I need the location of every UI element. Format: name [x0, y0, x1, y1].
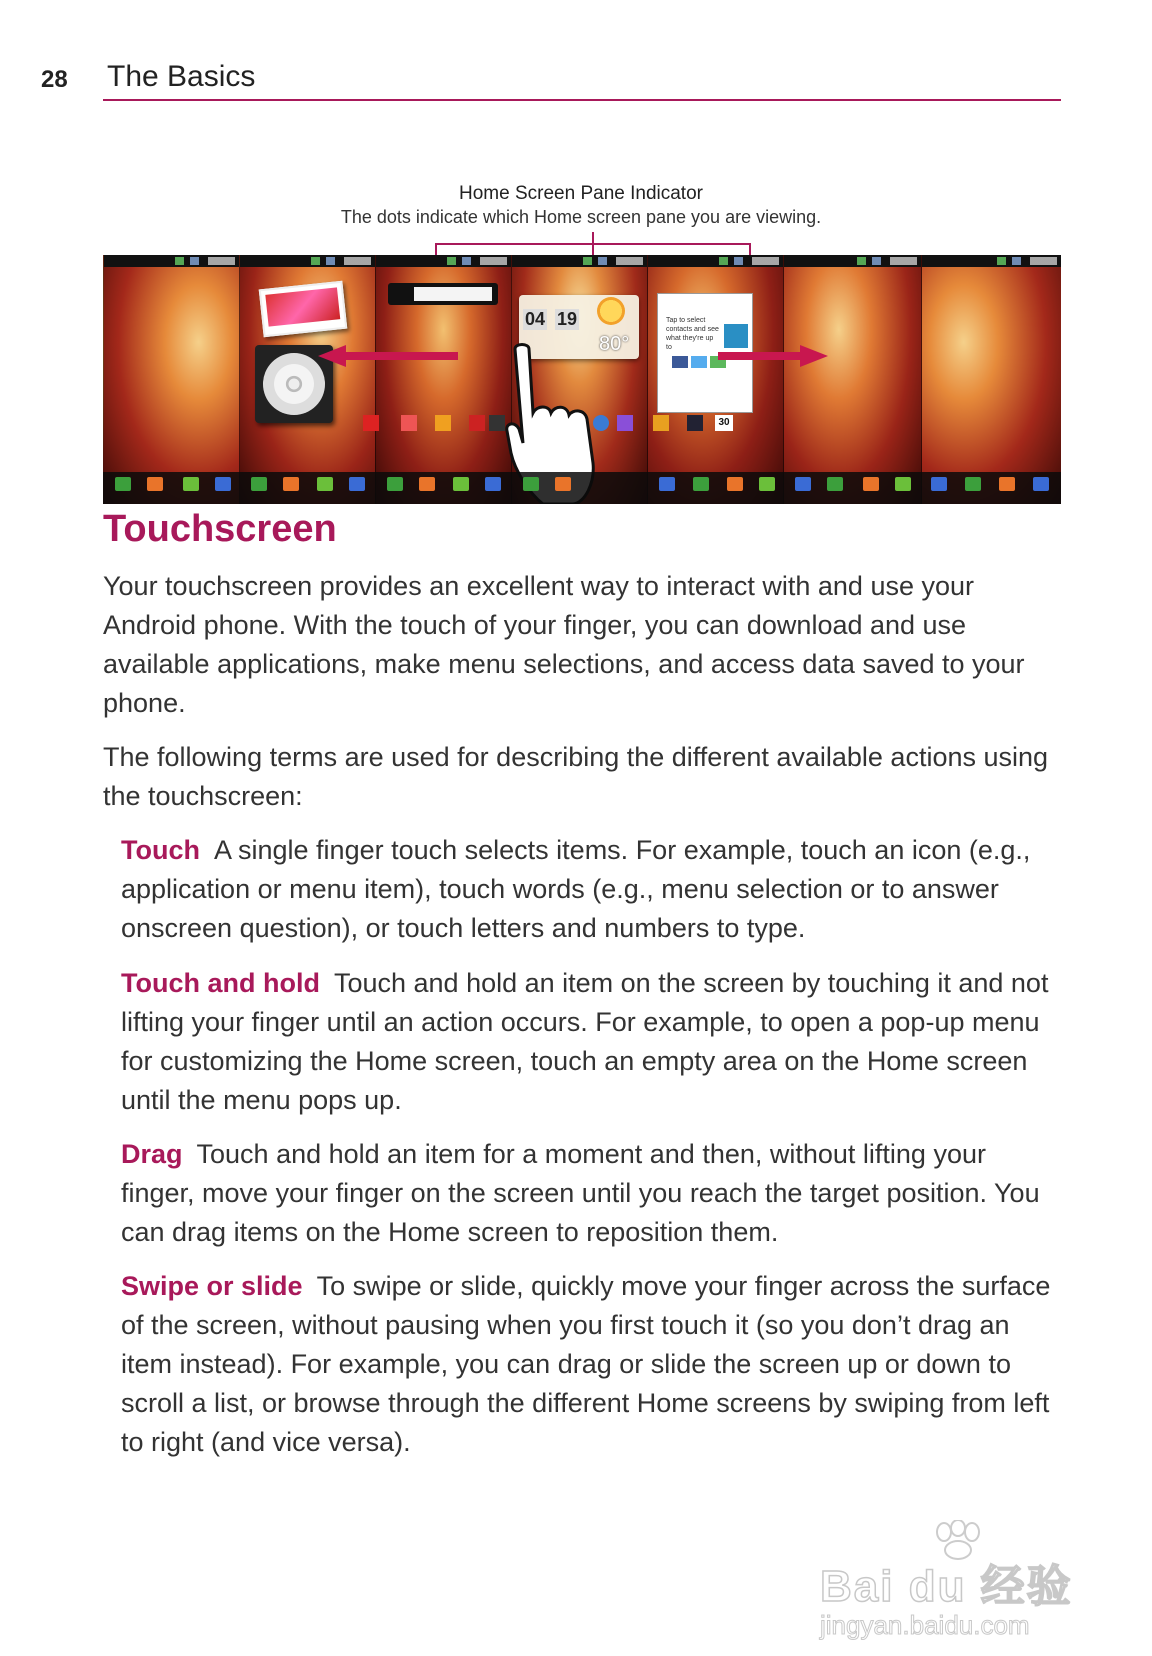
term-drag — [121, 1135, 1061, 1252]
term-description: Touch and hold an item on the screen by touching it and not lifting your finger until an action occurs. For example, to open a pop-up menu for customizing the Home screen, touch an empty area on the Home screen until the menu pops up. — [121, 968, 1049, 1115]
home-pane-7 — [921, 255, 1061, 504]
intro-paragraph-1: Your touchscreen provides an excellent way to interact with and use your Android phone. With the touch of your finger, you can download and use available applications, make menu selections, and access data saved to your phone. — [103, 571, 1025, 718]
contacts-widget-text: Tap to select contacts and see what they're up to — [666, 317, 719, 351]
touchscreen-heading: Touchscreen — [103, 508, 337, 550]
clock-hour: 04 — [525, 309, 546, 329]
photo-widget — [259, 281, 348, 338]
section-title: The Basics — [107, 60, 256, 93]
home-pane-1 — [103, 255, 239, 504]
clock-minute: 19 — [557, 309, 578, 329]
term-name: Drag — [121, 1139, 183, 1169]
header-rule — [103, 99, 1061, 101]
watermark-brand: Bai du 经验 — [820, 1562, 1073, 1611]
term-name: Touch — [121, 835, 200, 865]
home-screen-panes-figure — [103, 255, 1061, 504]
app-icons-row — [363, 415, 743, 439]
callout-title: Home Screen Pane Indicator — [459, 183, 703, 204]
home-pane-6 — [783, 255, 921, 504]
term-description: Touch and hold an item for a moment and then, without lifting your finger, move your finger on the screen until you reach the target position. You can drag items on the Home screen to reposition them. — [121, 1139, 1040, 1247]
term-name: Touch and hold — [121, 968, 320, 998]
baidu-watermark — [820, 1520, 1100, 1640]
swipe-left-arrow-icon — [318, 343, 458, 369]
term-name: Swipe or slide — [121, 1271, 303, 1301]
term-swipe-or-slide — [121, 1267, 1061, 1462]
term-description: A single finger touch selects items. For example, touch an icon (e.g., application or menu item), touch words (e.g., menu selection or to answer onscreen question), or touch letters and numbers to type. — [121, 835, 1031, 943]
term-description: To swipe or slide, quickly move your finger across the surface of the screen, without pausing when you first touch it (so you don’t drag an item instead). For example, you can drag or slide the screen up or down to scroll a list, or browse through the different Home screens by swiping from left to right (and vice versa). — [121, 1271, 1051, 1457]
calendar-icon: 30 — [715, 415, 733, 431]
search-widget — [388, 283, 498, 305]
app-dock — [103, 472, 1061, 504]
page-number: 28 — [41, 66, 68, 93]
watermark-url: jingyan.baidu.com — [820, 1610, 1030, 1640]
temperature: 80° — [599, 333, 630, 355]
callout-subtitle: The dots indicate which Home screen pane you are viewing. — [340, 207, 822, 227]
weather-sun-icon — [597, 297, 625, 325]
term-touch-and-hold — [121, 964, 1061, 1120]
swipe-right-arrow-icon — [718, 343, 828, 369]
intro-paragraph-2: The following terms are used for describing the different available actions using the touchscreen: — [103, 742, 1049, 811]
term-touch — [121, 831, 1061, 948]
